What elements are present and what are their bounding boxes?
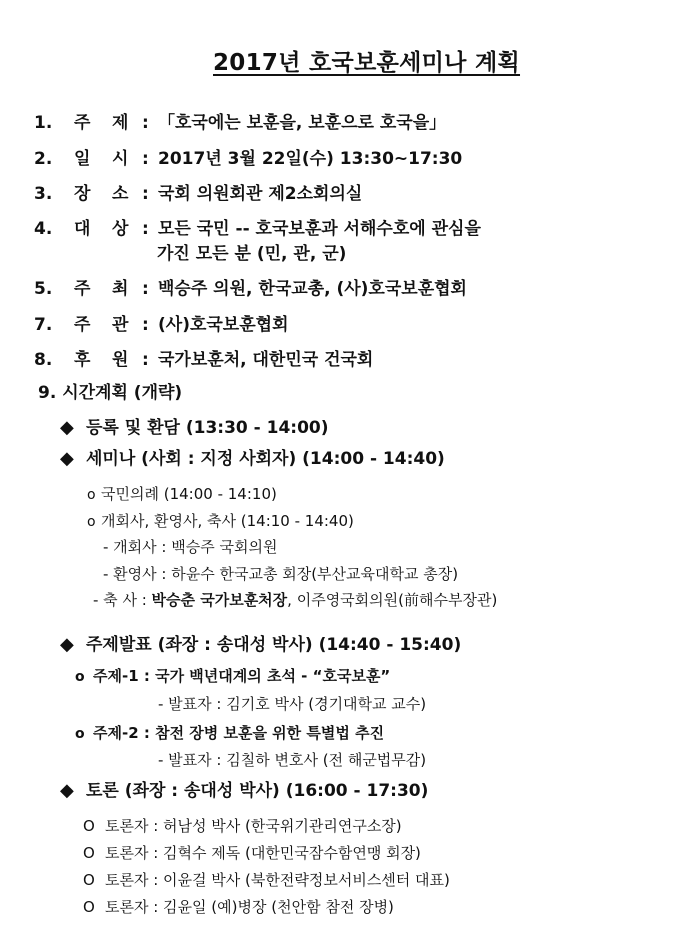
circle-bullet-icon: O xyxy=(83,898,95,916)
schedule-seminar: ◆ 세미나 (사회 : 지정 사회자) (14:00 - 14:40) xyxy=(60,448,445,469)
schedule-debate: ◆ 토론 (좌장 : 송대성 박사) (16:00 - 17:30) xyxy=(60,780,429,801)
circle-bullet-icon: o xyxy=(87,514,96,530)
debater-4: O 토론자 : 김윤일 (예)병장 (천안함 참전 장병) xyxy=(83,898,394,916)
topic-2: o 주제-2 : 참전 장병 보훈을 위한 특별법 추진 xyxy=(75,724,385,742)
welcome-address: - 환영사 : 하윤수 한국교총 회장(부산교육대학교 총장) xyxy=(103,565,459,583)
circle-bullet-icon: o xyxy=(87,487,96,503)
diamond-bullet-icon: ◆ xyxy=(60,417,74,438)
item-datetime: 2. 일 시 : 2017년 3월 22일(수) 13:30~17:30 xyxy=(34,149,463,169)
topic-1-presenter: - 발표자 : 김기호 박사 (경기대학교 교수) xyxy=(158,695,427,713)
item-host: 5. 주 최 : 백승주 의원, 한국교총, (사)호국보훈협회 xyxy=(34,279,467,299)
circle-bullet-icon: O xyxy=(83,844,95,862)
diamond-bullet-icon: ◆ xyxy=(60,448,74,469)
schedule-registration: ◆ 등록 및 환담 (13:30 - 14:00) xyxy=(60,417,329,438)
item-datetime-value: 2017년 3월 22일(수) 13:30~17:30 xyxy=(158,149,463,169)
item-sponsor: 8. 후 원 : 국가보훈처, 대한민국 건국회 xyxy=(34,350,374,370)
opening-address: - 개회사 : 백승주 국회의원 xyxy=(103,538,278,556)
item-organizer: 7. 주 관 : (사)호국보훈협회 xyxy=(34,315,289,335)
item-organizer-value: (사)호국보훈협회 xyxy=(158,315,289,335)
diamond-bullet-icon: ◆ xyxy=(60,634,74,655)
debater-3: O 토론자 : 이윤걸 박사 (북한전략정보서비스센터 대표) xyxy=(83,871,450,889)
item-audience-value-cont: 가진 모든 분 (민, 관, 군) xyxy=(157,244,347,264)
congratulatory-address: - 축 사 : 박승춘 국가보훈처장, 이주영국회의원(前해수부장관) xyxy=(93,591,498,609)
circle-bullet-icon: o xyxy=(75,669,85,685)
item-sponsor-value: 국가보훈처, 대한민국 건국회 xyxy=(158,350,374,370)
item-topic-value: 「호국에는 보훈을, 보훈으로 호국을」 xyxy=(158,113,447,133)
seminar-item-anthem: o 국민의례 (14:00 - 14:10) xyxy=(87,485,277,503)
item-topic: 1. 주 제 : 「호국에는 보훈을, 보훈으로 호국을」 xyxy=(34,113,447,133)
schedule-heading: 9. 시간계획 (개략) xyxy=(38,383,183,403)
circle-bullet-icon: O xyxy=(83,871,95,889)
topic-1: o 주제-1 : 국가 백년대계의 초석 - “호국보훈” xyxy=(75,667,391,685)
topic-2-presenter: - 발표자 : 김칠하 변호사 (전 해군법무감) xyxy=(158,751,427,769)
circle-bullet-icon: O xyxy=(83,817,95,835)
schedule-keynote: ◆ 주제발표 (좌장 : 송대성 박사) (14:40 - 15:40) xyxy=(60,634,462,655)
item-venue: 3. 장 소 : 국회 의원회관 제2소회의실 xyxy=(34,184,363,204)
circle-bullet-icon: o xyxy=(75,726,85,742)
seminar-item-addresses: o 개회사, 환영사, 축사 (14:10 - 14:40) xyxy=(87,512,354,530)
item-venue-value: 국회 의원회관 제2소회의실 xyxy=(158,184,363,204)
diamond-bullet-icon: ◆ xyxy=(60,780,74,801)
item-audience: 4. 대 상 : 모든 국민 -- 호국보훈과 서해수호에 관심을 xyxy=(34,219,481,239)
debater-1: O 토론자 : 허남성 박사 (한국위기관리연구소장) xyxy=(83,817,402,835)
page-title: 2017년 호국보훈세미나 계획 xyxy=(213,50,521,76)
debater-2: O 토론자 : 김혁수 제독 (대한민국잠수함연맹 회장) xyxy=(83,844,421,862)
item-host-value: 백승주 의원, 한국교총, (사)호국보훈협회 xyxy=(158,279,467,299)
item-audience-value: 모든 국민 -- 호국보훈과 서해수호에 관심을 xyxy=(158,219,481,239)
